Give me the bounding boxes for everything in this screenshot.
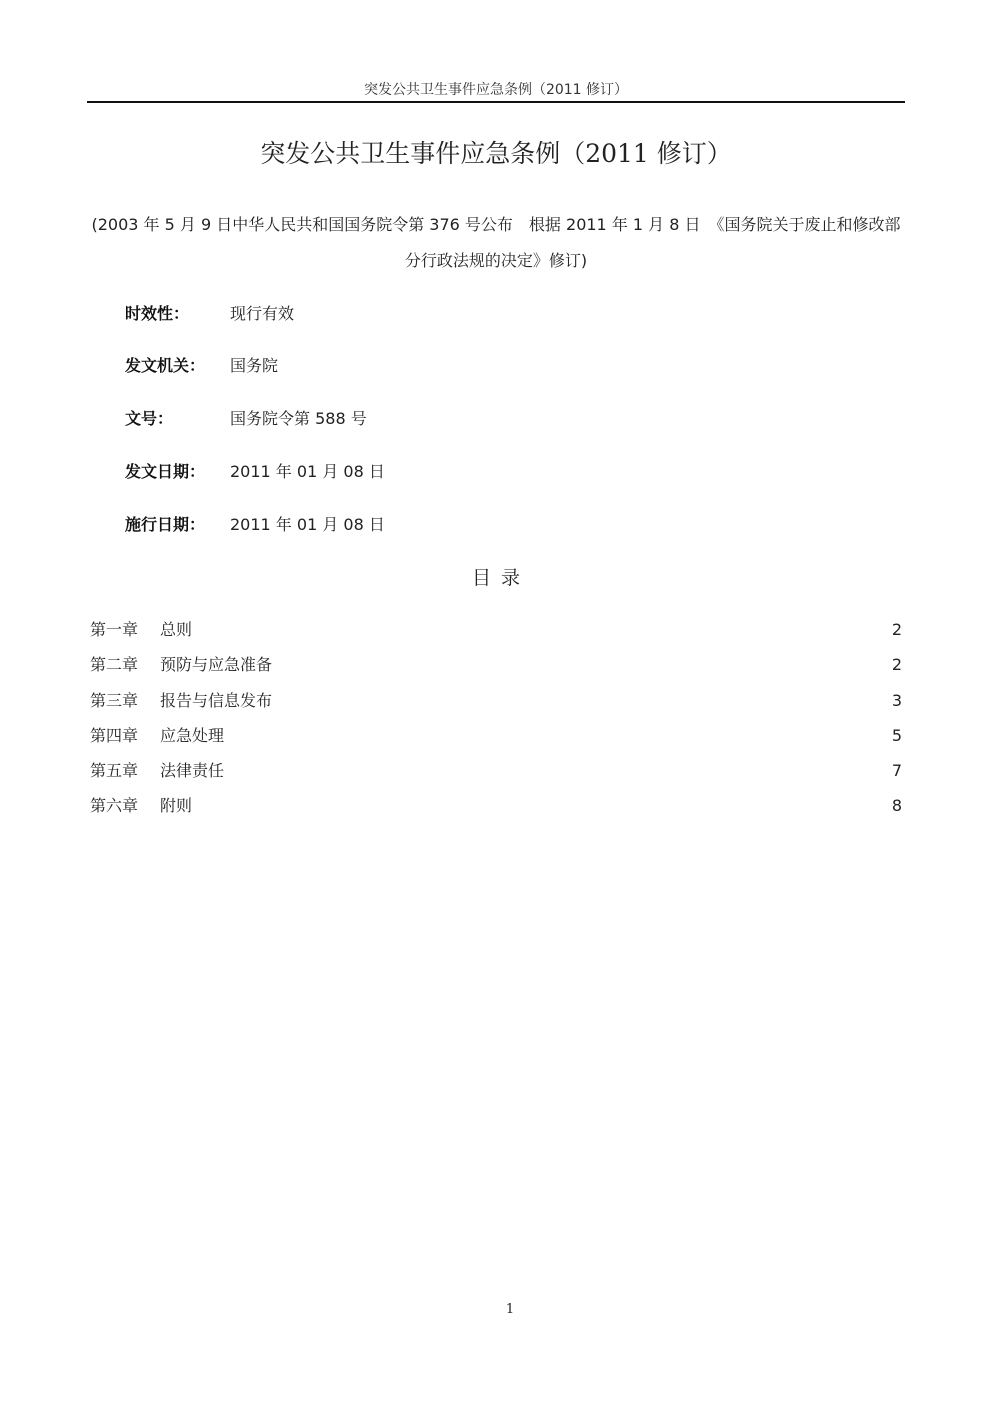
meta-label: 文号： [125,409,174,428]
toc-chapter-name: 应急处理 [160,725,225,745]
document-subtitle: (2003 年 5 月 9 日中华人民共和国国务院令第 376 号公布 根据 2011 年 1 月 8 日 《国务院关于废止和修改部分行政法规的决定》修订) [91,215,901,270]
toc-item[interactable] [90,688,902,723]
toc-page-number: 8 [891,796,902,816]
meta-label: 时效性： [125,304,190,323]
toc-item[interactable] [90,758,902,793]
toc-page-number: 3 [891,690,902,710]
meta-value: 国务院 [230,356,279,375]
toc-page-number: 5 [891,725,902,745]
toc-chapter-name: 法律责任 [160,761,225,781]
toc-chapter: 第二章 [90,655,139,675]
meta-value: 国务院令第 588 号 [230,409,367,428]
meta-label: 施行日期： [125,515,206,534]
toc-heading: 目录 [471,567,530,589]
meta-label: 发文机关： [125,356,206,375]
toc-chapter: 第一章 [90,620,139,639]
toc-chapter-name: 附则 [160,796,193,816]
toc-chapter: 第六章 [90,796,139,816]
header-divider [87,101,905,103]
meta-value: 2011 年 01 月 08 日 [230,515,385,534]
toc-chapter-name: 总则 [160,620,193,639]
toc-chapter-name: 预防与应急准备 [160,655,273,675]
toc-item[interactable] [90,652,902,687]
toc-chapter: 第三章 [90,690,139,710]
toc-item[interactable] [90,617,902,652]
toc-page-number: 7 [891,761,902,781]
meta-label: 发文日期： [125,462,206,481]
toc-item[interactable] [90,793,902,828]
toc-page-number: 2 [891,655,902,675]
toc-chapter-name: 报告与信息发布 [160,690,273,710]
running-header: 突发公共卫生事件应急条例（2011 修订） [363,82,629,98]
page-number: 1 [505,1302,515,1317]
table-of-contents [90,617,902,829]
meta-value: 现行有效 [230,304,295,323]
toc-page-number: 2 [891,620,902,639]
toc-chapter: 第五章 [90,761,139,781]
document-title: 突发公共卫生事件应急条例（2011 修订） [260,139,732,168]
toc-chapter: 第四章 [90,725,139,745]
meta-value: 2011 年 01 月 08 日 [230,462,385,481]
toc-item[interactable] [90,723,902,758]
